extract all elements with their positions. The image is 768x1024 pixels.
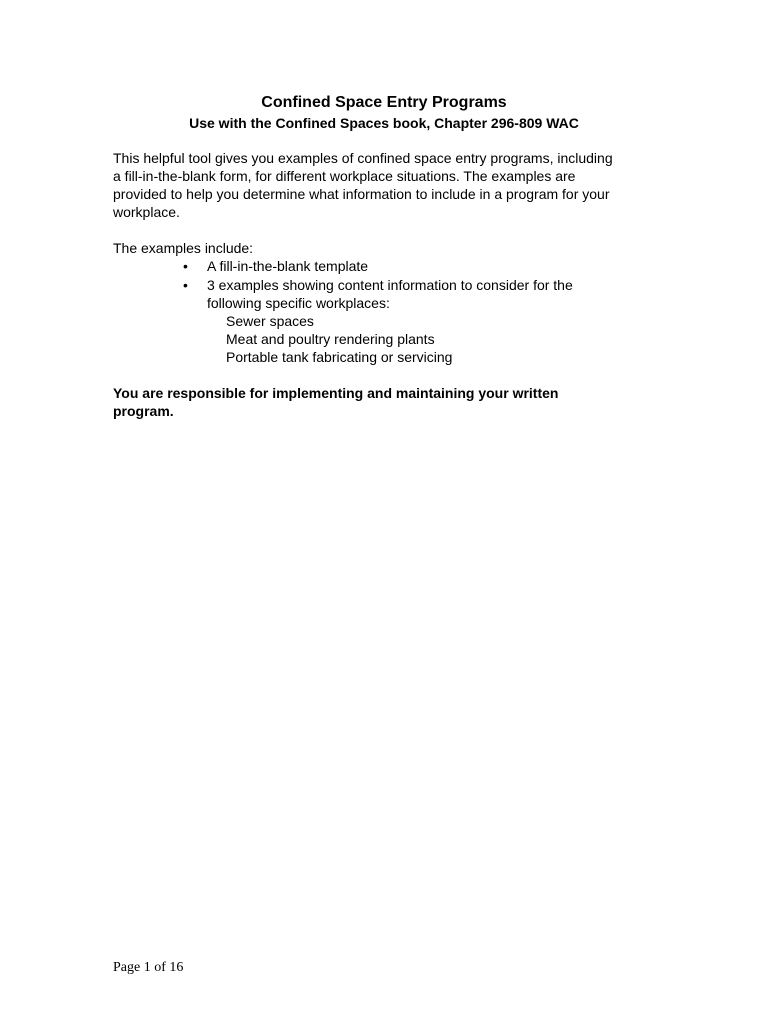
examples-heading: The examples include: <box>113 240 254 256</box>
intro-line: provided to help you determine what information to include in a program for your <box>113 186 610 202</box>
workplace-item: Portable tank fabricating or servicing <box>226 349 453 365</box>
document-subtitle: Use with the Confined Spaces book, Chapter 296-809 WAC <box>189 115 579 131</box>
list-item-text: 3 examples showing content information to consider for the <box>207 277 573 293</box>
bullet-icon: • <box>183 277 188 293</box>
document-title: Confined Space Entry Programs <box>261 94 507 111</box>
notice-line: program. <box>113 403 174 419</box>
intro-line: This helpful tool gives you examples of confined space entry programs, including <box>113 150 613 166</box>
bullet-icon: • <box>183 258 188 274</box>
intro-line: workplace. <box>113 204 180 220</box>
intro-line: a fill-in-the-blank form, for different workplace situations. The examples are <box>113 168 576 184</box>
workplace-item: Sewer spaces <box>226 313 314 329</box>
notice-line: You are responsible for implementing and maintaining your written <box>113 385 559 401</box>
page-number: Page 1 of 16 <box>113 960 184 975</box>
workplace-item: Meat and poultry rendering plants <box>226 331 435 347</box>
list-item-text: A fill-in-the-blank template <box>207 258 369 274</box>
list-item-text: following specific workplaces: <box>207 295 390 311</box>
